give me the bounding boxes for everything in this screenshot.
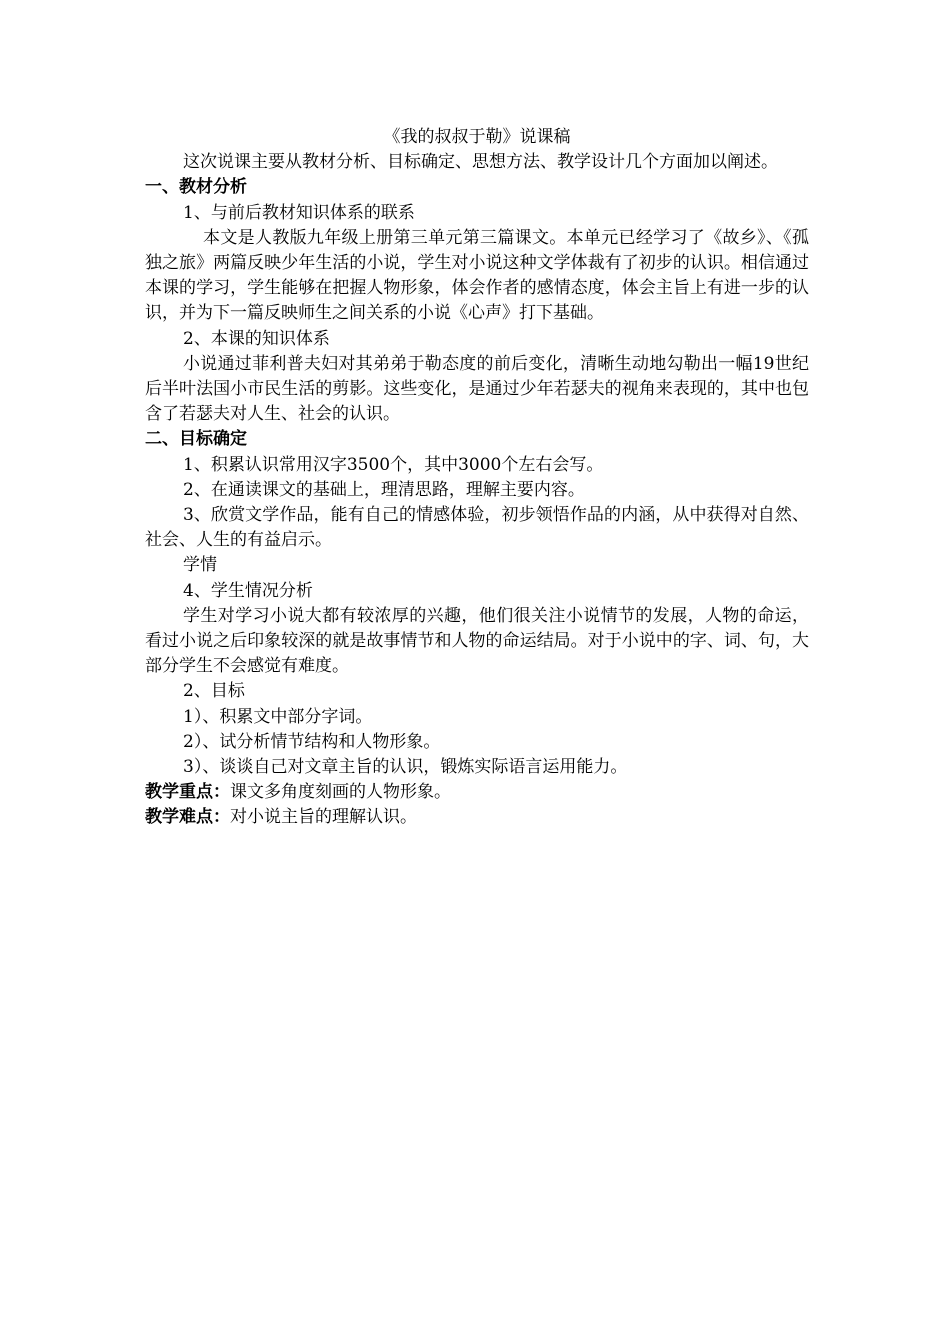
- section-heading-goals: 二、目标确定: [145, 429, 247, 450]
- goal-item-3: 3、欣赏文学作品，能有自己的情感体验，初步领悟作品的内涵，从中获得对自然、社会、人生的有益启示。: [145, 505, 809, 551]
- paragraph-student-analysis: 学生对学习小说大都有较浓厚的兴趣，他们很关注小说情节的发展，人物的命运，看过小说之后印象较深的就是故事情节和人物的命运结局。对于小说中的字、词、句，大部分学生不会感觉有难度。: [145, 605, 809, 677]
- target-item-3: 3）、谈谈自己对文章主旨的认识，锻炼实际语言运用能力。: [183, 757, 628, 778]
- intro-paragraph: 这次说课主要从教材分析、目标确定、思想方法、教学设计几个方面加以阐述。: [183, 152, 778, 173]
- teaching-key-point: [145, 780, 809, 805]
- key-point-text: 课文多角度刻画的人物形象。: [230, 782, 451, 803]
- paragraph-connection: 本文是人教版九年级上册第三单元第三篇课文。本单元已经学习了《故乡》、《孤独之旅》两篇反映少年生活的小说，学生对小说这种文学体裁有了初步的认识。相信通过本课的学习，学生能够在把握人物形象，体会作者的感情态度，体会主旨上有进一步的认识，并为下一篇反映师生之间关系的小说《心声》打下基础。: [145, 227, 809, 324]
- difficulty-label: 教学难点：: [145, 807, 230, 828]
- document-page: [145, 125, 809, 831]
- section-heading-materials: 一、教材分析: [145, 177, 247, 198]
- teaching-difficulty: [145, 805, 809, 830]
- subheading-knowledge-system: 2、本课的知识体系: [183, 328, 330, 349]
- subheading-connection: 1、与前后教材知识体系的联系: [183, 202, 415, 223]
- difficulty-text: 对小说主旨的理解认识。: [230, 807, 417, 828]
- target-item-2: 2）、试分析情节结构和人物形象。: [183, 731, 441, 752]
- subheading-xueqing: 学情: [183, 555, 217, 576]
- key-point-label: 教学重点：: [145, 782, 230, 803]
- target-item-1: 1）、积累文中部分字词。: [183, 706, 373, 727]
- goal-item-1: 1、积累认识常用汉字3500个，其中3000个左右会写。: [183, 454, 604, 475]
- paragraph-knowledge-system: 小说通过菲利普夫妇对其弟弟于勒态度的前后变化，清晰生动地勾勒出一幅19世纪后半叶法国小市民生活的剪影。这些变化，是通过少年若瑟夫的视角来表现的，其中也包含了若瑟夫对人生、社会的认识。: [145, 353, 809, 425]
- subheading-target: 2、目标: [183, 681, 245, 702]
- goal-item-2: 2、在通读课文的基础上，理清思路，理解主要内容。: [183, 479, 585, 500]
- subheading-student-analysis: 4、学生情况分析: [183, 580, 313, 601]
- document-title: 《我的叔叔于勒》说课稿: [383, 127, 571, 147]
